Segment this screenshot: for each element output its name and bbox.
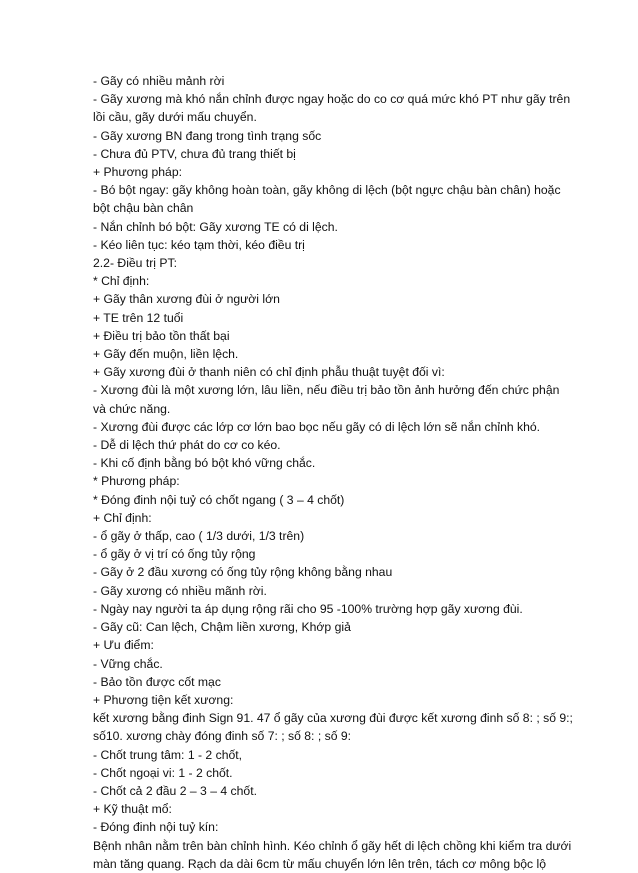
text-line: - Kéo liên tục: kéo tạm thời, kéo điều trị — [93, 237, 305, 252]
text-line: + Điều trị bảo tồn thất bại — [93, 328, 230, 343]
text-line: - Gãy ở 2 đầu xương có ống tủy rộng không bằng nhau — [93, 565, 393, 580]
text-line: + Ưu điểm: — [93, 638, 154, 653]
text-line: - Gãy có nhiều mảnh rời — [93, 74, 225, 88]
text-line: - ổ gãy ở thấp, cao ( 1/3 dưới, 1/3 trên) — [93, 529, 305, 544]
text-line: + Chỉ định: — [93, 510, 152, 525]
text-line: - Khi cố định bằng bó bột khó vững chắc. — [93, 456, 316, 471]
text-line: 2.2- Điều trị PT: — [93, 256, 177, 271]
text-line: - Bó bột ngay: gãy không hoàn toàn, gãy không di lệch (bột ngực chậu bàn chân) hoặc — [93, 183, 561, 198]
text-line: - Đóng đinh nội tuỷ kín: — [93, 820, 219, 835]
text-line: - Xương đùi là một xương lớn, lâu liền, nếu điều trị bảo tồn ảnh hưởng đến chức phận — [93, 383, 560, 398]
text-line: Bệnh nhân nằm trên bàn chỉnh hình. Kéo chỉnh ổ gãy hết di lệch chồng khi kiểm tra dưới — [93, 838, 572, 853]
text-line: + Gãy đến muộn, liền lệch. — [93, 347, 239, 362]
text-line: - Chốt cả 2 đầu 2 – 3 – 4 chốt. — [93, 783, 257, 798]
text-line: - Chốt trung tâm: 1 - 2 chốt, — [93, 747, 243, 762]
text-line: - Bảo tồn được cốt mạc — [93, 674, 221, 689]
text-line: * Đóng đinh nội tuỷ có chốt ngang ( 3 – 4 chốt) — [93, 492, 345, 507]
text-line: - Chưa đủ PTV, chưa đủ trang thiết bị — [93, 146, 296, 161]
text-line: - Dễ di lệch thứ phát do cơ co kéo. — [93, 438, 281, 453]
text-line: - Gãy xương có nhiều mãnh rời. — [93, 583, 267, 598]
text-line: + Gãy thân xương đùi ở người lớn — [93, 292, 280, 307]
text-line: - Gãy xương mà khó nắn chỉnh được ngay hoặc do co cơ quá mức khó PT như gãy trên — [93, 92, 571, 107]
text-line: lồi cầu, gãy dưới mấu chuyển. — [93, 110, 257, 125]
text-line: + TE trên 12 tuổi — [93, 310, 184, 325]
text-line: màn tăng quang. Rạch da dài 6cm từ mấu chuyển lớn lên trên, tách cơ mông bộc lộ — [93, 856, 546, 871]
text-line: - Vững chắc. — [93, 656, 163, 671]
text-line: * Phương pháp: — [93, 474, 180, 489]
text-line: kết xương bằng đinh Sign 91. 47 ổ gãy của xương đùi được kết xương đinh số 8: ; số 9:; — [93, 711, 573, 726]
text-line: số10. xương chày đóng đinh số 7: ; số 8: ; số 9: — [93, 729, 352, 744]
text-line: + Gãy xương đùi ở thanh niên có chỉ định phẫu thuật tuyệt đối vì: — [93, 365, 445, 380]
text-line: + Kỹ thuật mổ: — [93, 802, 172, 817]
text-line: bột chậu bàn chân — [93, 201, 194, 216]
text-line: + Phương pháp: — [93, 165, 183, 180]
text-line: - ổ gãy ở vị trí có ống tủy rộng — [93, 547, 256, 562]
text-line: và chức năng. — [93, 401, 171, 416]
text-line: - Gãy xương BN đang trong tình trạng sốc — [93, 128, 322, 143]
text-line: * Chỉ định: — [93, 274, 150, 289]
text-line: - Gãy cũ: Can lệch, Chậm liền xương, Khớp giả — [93, 620, 351, 635]
text-line: + Phương tiện kết xương: — [93, 692, 234, 707]
text-line: - Xương đùi được các lớp cơ lớn bao bọc nếu gãy có di lệch lớn sẽ nắn chỉnh khó. — [93, 419, 541, 434]
document-page — [93, 72, 573, 873]
text-line: - Ngày nay người ta áp dụng rộng rãi cho 95 -100% trường hợp gãy xương đùi. — [93, 601, 523, 616]
text-line: - Chốt ngoại vi: 1 - 2 chốt. — [93, 765, 233, 780]
text-line: - Nắn chỉnh bó bột: Gãy xương TE có di lệch. — [93, 219, 338, 234]
